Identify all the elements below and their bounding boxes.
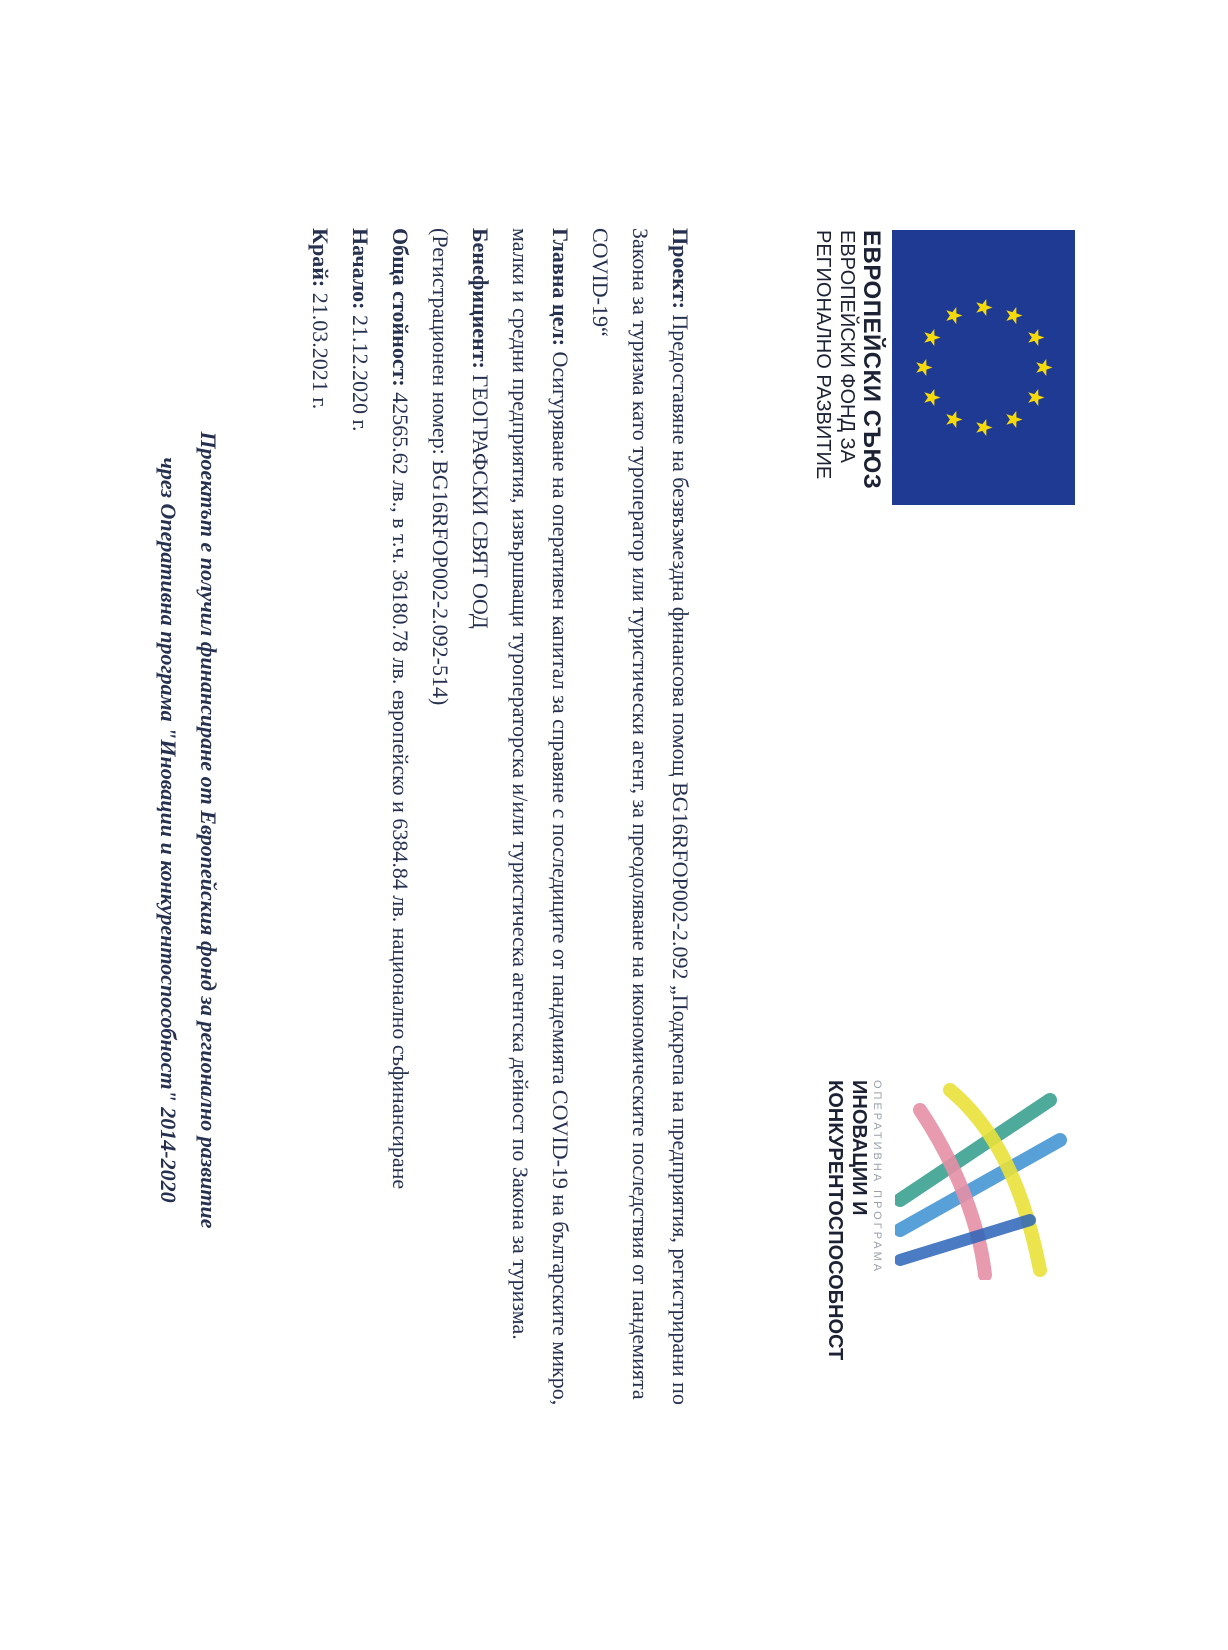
eu-star bbox=[1006, 307, 1022, 324]
op-program-label: ОПЕРАТИВНА ПРОГРАМА bbox=[871, 1080, 883, 1275]
project-info bbox=[300, 228, 700, 1428]
eu-subtitle-2: РЕГИОНАЛНО РАЗВИТИЕ bbox=[812, 230, 834, 480]
footer-line-1: Проектът е получил финансиране от Европейския фонд за регионално развитие bbox=[196, 431, 221, 1229]
eu-star bbox=[1028, 389, 1044, 406]
goal-text: Осигуряване на оперативен капитал за справяне с последиците от пандемията COVID-19 на българските микро, малки и средни предприятия, извършващи туроператорска и/или туристическа агентска дейност по Закона за туризма. bbox=[508, 228, 573, 1406]
beneficiary-paragraph bbox=[460, 228, 500, 1428]
start-paragraph bbox=[340, 228, 380, 1428]
eu-subtitle-1: ЕВРОПЕЙСКИ ФОНД ЗА bbox=[836, 230, 858, 463]
end-label: Край: bbox=[308, 228, 333, 288]
op-text bbox=[823, 1080, 883, 1380]
project-label: Проект: bbox=[668, 228, 693, 309]
eu-star bbox=[946, 411, 962, 428]
eu-star bbox=[1028, 329, 1044, 346]
eu-star bbox=[976, 419, 992, 436]
eu-star bbox=[916, 359, 932, 376]
beneficiary-label: Бенефициент: bbox=[468, 228, 493, 369]
registration-number: (Регистрационен номер: BG16RFOP002-2.092-514) bbox=[428, 228, 453, 706]
project-paragraph bbox=[580, 228, 700, 1428]
eu-star bbox=[1006, 411, 1022, 428]
end-text: 21.03.2021 г. bbox=[308, 287, 333, 410]
cost-paragraph bbox=[380, 228, 420, 1428]
eu-fund-text bbox=[811, 230, 883, 489]
goal-paragraph bbox=[500, 228, 580, 1428]
end-paragraph bbox=[300, 228, 340, 1428]
op-title-2: КОНКУРЕНТОСПОСОБНОСТ bbox=[824, 1080, 846, 1361]
eu-flag-logo bbox=[892, 230, 1075, 505]
op-logo-icon bbox=[895, 1080, 1070, 1280]
start-label: Начало: bbox=[348, 228, 373, 310]
cost-label: Обща стойност: bbox=[388, 228, 413, 387]
project-text: Предоставяне на безвъзмездна финансова помощ BG16RFOP002-2.092 „Подкрепа на предприятия, регистрирани по Закона за туризма като туроператор или туристически агент, за преодоляване на икономическите последствия от пандемията COVID-19“ bbox=[588, 228, 693, 1405]
eu-star bbox=[976, 299, 992, 316]
op-innovation-logo bbox=[895, 1080, 1070, 1280]
cost-text: 42565.62 лв., в т.ч. 36180.78 лв. европейско и 6384.84 лв. национално съфинансиране bbox=[388, 386, 413, 1190]
op-title-1: ИНОВАЦИИ И bbox=[848, 1080, 870, 1216]
eu-title: ЕВРОПЕЙСКИ СЪЮЗ bbox=[858, 230, 885, 490]
goal-label: Главна цел: bbox=[548, 228, 573, 347]
start-text: 21.12.2020 г. bbox=[348, 309, 373, 432]
eu-star bbox=[924, 329, 940, 346]
beneficiary-text: ГЕОГРАФСКИ СВЯТ ООД bbox=[468, 368, 493, 629]
eu-star bbox=[1036, 359, 1052, 376]
eu-star bbox=[946, 307, 962, 324]
funding-footer bbox=[148, 180, 228, 1480]
footer-line-2: чрез Оперативна програма "Иновации и конкурентоспособност" 2014-2020 bbox=[156, 457, 181, 1203]
eu-stars-icon bbox=[892, 230, 1075, 505]
eu-star bbox=[924, 389, 940, 406]
